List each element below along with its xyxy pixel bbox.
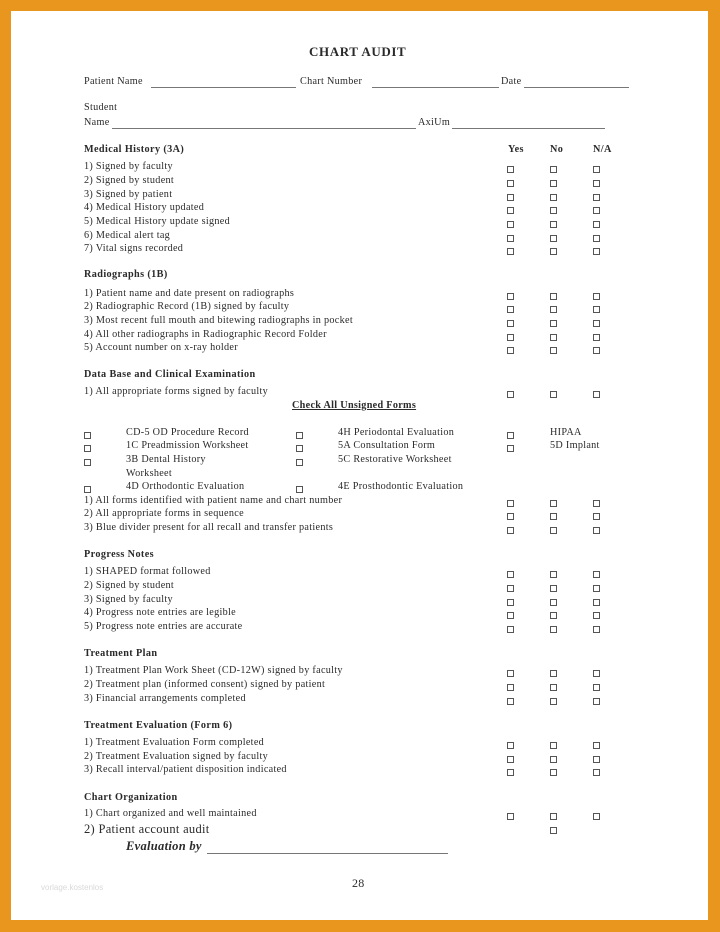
page-number: 28 <box>352 876 365 890</box>
list-item: 3) Blue divider present for all recall and transfer patients <box>84 522 334 533</box>
checkbox-na[interactable] <box>593 334 600 341</box>
list-item: 1) All appropriate forms signed by faculty <box>84 386 269 397</box>
form-3b-label-cont: Worksheet <box>126 468 173 479</box>
form-4e-label: 4E Prosthodontic Evaluation <box>338 481 464 492</box>
checkbox-yes[interactable] <box>507 235 514 242</box>
form-checkbox[interactable] <box>296 486 303 493</box>
student-name-field[interactable] <box>112 128 416 129</box>
list-item: 7) Vital signs recorded <box>84 243 184 254</box>
list-item: 3) Recall interval/patient disposition indicated <box>84 764 287 775</box>
checkbox-yes[interactable] <box>507 180 514 187</box>
date-label: Date <box>501 76 522 87</box>
form-checkbox[interactable] <box>507 432 514 439</box>
column-no: No <box>550 144 564 155</box>
form-checkbox[interactable] <box>296 459 303 466</box>
checkbox-yes[interactable] <box>507 527 514 534</box>
checkbox-na[interactable] <box>593 235 600 242</box>
list-item: 1) All forms identified with patient name and chart number <box>84 495 343 506</box>
form-5a-label: 5A Consultation Form <box>338 440 436 451</box>
list-item: 2) Treatment Evaluation signed by faculty <box>84 751 269 762</box>
checkbox-na[interactable] <box>593 180 600 187</box>
checkbox-no[interactable] <box>550 166 557 173</box>
checkbox-no[interactable] <box>550 585 557 592</box>
checkbox-no[interactable] <box>550 248 557 255</box>
axium-label: AxiUm <box>418 117 451 128</box>
checkbox-na[interactable] <box>593 756 600 763</box>
form-5c-label: 5C Restorative Worksheet <box>338 454 452 465</box>
list-item: 3) Financial arrangements completed <box>84 693 246 704</box>
checkbox-yes[interactable] <box>507 742 514 749</box>
checkbox-yes[interactable] <box>507 599 514 606</box>
evaluation-by-field[interactable] <box>207 853 448 854</box>
checkbox-yes[interactable] <box>507 221 514 228</box>
patient-account-audit-label: 2) Patient account audit <box>84 822 210 836</box>
list-item: 1) Chart organized and well maintained <box>84 808 257 819</box>
list-item: 5) Account number on x-ray holder <box>84 342 238 353</box>
list-item: 1) Patient name and date present on radiographs <box>84 288 295 299</box>
section-radiographs-title: Radiographs (1B) <box>84 269 168 280</box>
checkbox-na[interactable] <box>593 698 600 705</box>
checkbox-no[interactable] <box>550 599 557 606</box>
checkbox-no[interactable] <box>550 813 557 820</box>
section-progress-notes-title: Progress Notes <box>84 549 155 560</box>
checkbox-na[interactable] <box>593 769 600 776</box>
checkbox-yes[interactable] <box>507 585 514 592</box>
checkbox-na[interactable] <box>593 207 600 214</box>
checkbox-yes[interactable] <box>507 320 514 327</box>
section-treatment-plan-title: Treatment Plan <box>84 648 158 659</box>
date-field[interactable] <box>524 87 629 88</box>
checkbox-yes[interactable] <box>507 571 514 578</box>
checkbox-yes[interactable] <box>507 194 514 201</box>
list-item: 2) Signed by student <box>84 580 175 591</box>
page-title: CHART AUDIT <box>309 44 407 59</box>
form-1c-label: 1C Preadmission Worksheet <box>126 440 249 451</box>
checkbox-no[interactable] <box>550 827 557 834</box>
checkbox-yes[interactable] <box>507 813 514 820</box>
list-item: 1) Treatment Evaluation Form completed <box>84 737 265 748</box>
list-item: 1) Treatment Plan Work Sheet (CD-12W) signed by faculty <box>84 665 343 676</box>
checkbox-na[interactable] <box>593 293 600 300</box>
checkbox-no[interactable] <box>550 626 557 633</box>
checkbox-na[interactable] <box>593 306 600 313</box>
checkbox-no[interactable] <box>550 347 557 354</box>
form-cd5-label: CD-5 OD Procedure Record <box>126 427 249 438</box>
chart-number-label: Chart Number <box>300 76 363 87</box>
checkbox-na[interactable] <box>593 585 600 592</box>
checkbox-yes[interactable] <box>507 166 514 173</box>
checkbox-no[interactable] <box>550 293 557 300</box>
checkbox-na[interactable] <box>593 166 600 173</box>
form-checkbox[interactable] <box>296 432 303 439</box>
checkbox-yes[interactable] <box>507 500 514 507</box>
checkbox-na[interactable] <box>593 194 600 201</box>
checkbox-no[interactable] <box>550 221 557 228</box>
form-3b-label: 3B Dental History <box>126 454 206 465</box>
checkbox-yes[interactable] <box>507 248 514 255</box>
checkbox-na[interactable] <box>593 320 600 327</box>
checkbox-na[interactable] <box>593 813 600 820</box>
section-chart-organization-title: Chart Organization <box>84 792 178 803</box>
checkbox-na[interactable] <box>593 742 600 749</box>
checkbox-no[interactable] <box>550 684 557 691</box>
checkbox-yes[interactable] <box>507 391 514 398</box>
checkbox-yes[interactable] <box>507 347 514 354</box>
student-label: Student <box>84 102 118 113</box>
checkbox-no[interactable] <box>550 306 557 313</box>
checkbox-no[interactable] <box>550 527 557 534</box>
patient-name-field[interactable] <box>151 87 296 88</box>
checkbox-yes[interactable] <box>507 684 514 691</box>
checkbox-no[interactable] <box>550 235 557 242</box>
list-item: 6) Medical alert tag <box>84 230 171 241</box>
form-checkbox[interactable] <box>84 432 91 439</box>
name-label: Name <box>84 117 110 128</box>
checkbox-yes[interactable] <box>507 293 514 300</box>
patient-name-label: Patient Name <box>84 76 143 87</box>
checkbox-yes[interactable] <box>507 698 514 705</box>
list-item: 1) SHAPED format followed <box>84 566 211 577</box>
checkbox-no[interactable] <box>550 207 557 214</box>
list-item: 4) Progress note entries are legible <box>84 607 236 618</box>
checkbox-na[interactable] <box>593 391 600 398</box>
checkbox-yes[interactable] <box>507 513 514 520</box>
check-unsigned-forms-title: Check All Unsigned Forms <box>292 400 417 411</box>
checkbox-no[interactable] <box>550 391 557 398</box>
column-yes: Yes <box>508 144 524 155</box>
checkbox-yes[interactable] <box>507 207 514 214</box>
checkbox-no[interactable] <box>550 769 557 776</box>
checkbox-na[interactable] <box>593 670 600 677</box>
list-item: 3) Signed by faculty <box>84 594 173 605</box>
list-item: 2) Signed by student <box>84 175 175 186</box>
checkbox-no[interactable] <box>550 320 557 327</box>
checkbox-yes[interactable] <box>507 306 514 313</box>
form-checkbox[interactable] <box>296 445 303 452</box>
checkbox-yes[interactable] <box>507 612 514 619</box>
checkbox-na[interactable] <box>593 527 600 534</box>
checkbox-na[interactable] <box>593 347 600 354</box>
evaluation-by-label: Evaluation by <box>126 839 202 853</box>
list-item: 2) Treatment plan (informed consent) signed by patient <box>84 679 326 690</box>
watermark: vorlage.kostenlos <box>41 883 104 892</box>
checkbox-no[interactable] <box>550 742 557 749</box>
checkbox-na[interactable] <box>593 612 600 619</box>
form-hipaa-label: HIPAA <box>550 427 582 438</box>
list-item: 5) Medical History update signed <box>84 216 230 227</box>
checkbox-yes[interactable] <box>507 670 514 677</box>
list-item: 2) All appropriate forms in sequence <box>84 508 244 519</box>
form-checkbox[interactable] <box>84 459 91 466</box>
form-checkbox[interactable] <box>84 486 91 493</box>
checkbox-no[interactable] <box>550 612 557 619</box>
checkbox-na[interactable] <box>593 513 600 520</box>
axium-field[interactable] <box>452 128 605 129</box>
section-medical-history-title: Medical History (3A) <box>84 144 185 155</box>
checkbox-no[interactable] <box>550 194 557 201</box>
checkbox-no[interactable] <box>550 180 557 187</box>
form-checkbox[interactable] <box>84 445 91 452</box>
form-checkbox[interactable] <box>507 445 514 452</box>
form-5d-label: 5D Implant <box>550 440 600 451</box>
column-na: N/A <box>593 144 612 155</box>
checkbox-no[interactable] <box>550 698 557 705</box>
list-item: 3) Most recent full mouth and bitewing radiographs in pocket <box>84 315 353 326</box>
checkbox-yes[interactable] <box>507 334 514 341</box>
checkbox-na[interactable] <box>593 571 600 578</box>
form-4h-label: 4H Periodontal Evaluation <box>338 427 455 438</box>
checkbox-yes[interactable] <box>507 756 514 763</box>
list-item: 4) All other radiographs in Radiographic Record Folder <box>84 329 327 340</box>
document-page <box>11 11 708 920</box>
checkbox-no[interactable] <box>550 500 557 507</box>
chart-number-field[interactable] <box>372 87 499 88</box>
list-item: 1) Signed by faculty <box>84 161 173 172</box>
list-item: 3) Signed by patient <box>84 189 173 200</box>
checkbox-na[interactable] <box>593 500 600 507</box>
checkbox-na[interactable] <box>593 221 600 228</box>
checkbox-na[interactable] <box>593 248 600 255</box>
list-item: 5) Progress note entries are accurate <box>84 621 243 632</box>
section-treatment-evaluation-title: Treatment Evaluation (Form 6) <box>84 720 233 731</box>
checkbox-yes[interactable] <box>507 626 514 633</box>
checkbox-no[interactable] <box>550 571 557 578</box>
section-database-title: Data Base and Clinical Examination <box>84 369 256 380</box>
checkbox-na[interactable] <box>593 599 600 606</box>
checkbox-no[interactable] <box>550 334 557 341</box>
list-item: 2) Radiographic Record (1B) signed by faculty <box>84 301 290 312</box>
form-4d-label: 4D Orthodontic Evaluation <box>126 481 245 492</box>
checkbox-yes[interactable] <box>507 769 514 776</box>
checkbox-no[interactable] <box>550 513 557 520</box>
checkbox-no[interactable] <box>550 670 557 677</box>
list-item: 4) Medical History updated <box>84 202 205 213</box>
checkbox-no[interactable] <box>550 756 557 763</box>
checkbox-na[interactable] <box>593 684 600 691</box>
checkbox-na[interactable] <box>593 626 600 633</box>
